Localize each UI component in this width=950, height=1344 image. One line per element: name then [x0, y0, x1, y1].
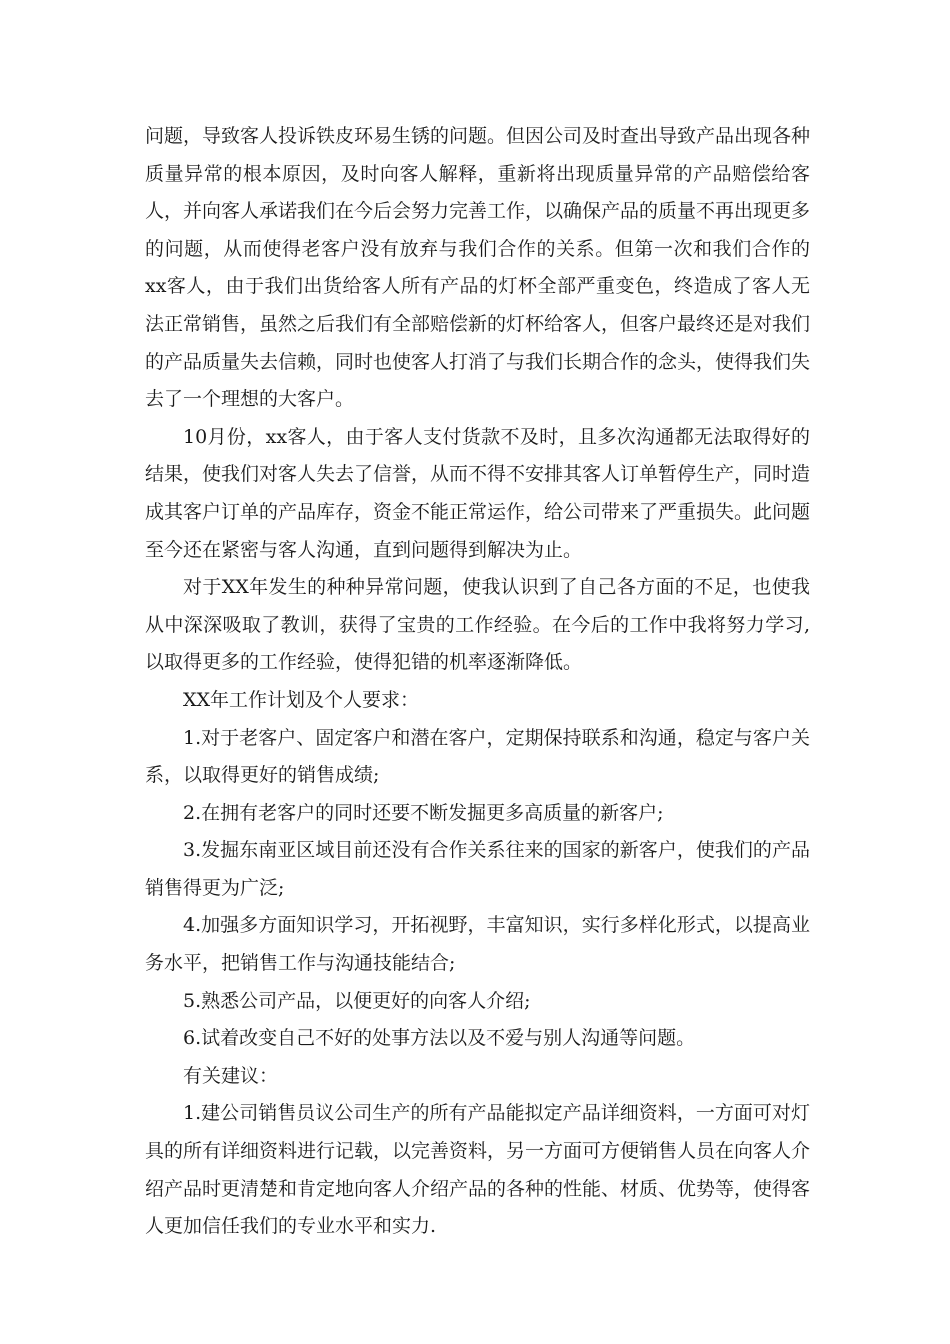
- paragraph-reflection: 对于XX年发生的种种异常问题，使我认识到了自己各方面的不足，也使我从中深深吸取了教训，获得了宝贵的工作经验。在今后的工作中我将努力学习,以取得更多的工作经验，使得犯错的机率逐渐降低。: [145, 576, 810, 674]
- section-heading-work-plan: XX年工作计划及个人要求：: [183, 688, 420, 711]
- paragraph-october-issue: 10月份，xx客人，由于客人支付货款不及时，且多次沟通都无法取得好的结果，使我们对客人失去了信誉，从而不得不安排其客人订单暂停生产，同时造成其客户订单的产品库存，资金不能正常运作，给公司带来了严重损失。此问题至今还在紧密与客人沟通，直到问题得到解决为止。: [145, 425, 811, 561]
- document-body: [145, 118, 810, 1246]
- paragraph-continuation: 问题，导致客人投诉铁皮环易生锈的问题。但因公司及时查出导致产品出现各种质量异常的根本原因，及时向客人解释，重新将出现质量异常的产品赔偿给客人，并向客人承诺我们在今后会努力完善工作，以确保产品的质量不再出现更多的问题，从而使得老客户没有放弃与我们合作的关系。但第一次和我们合作的xx客人，由于我们出货给客人所有产品的灯杯全部严重变色，终造成了客人无法正常销售，虽然之后我们有全部赔偿新的灯杯给客人，但客户最终还是对我们的产品质量失去信赖，同时也使客人打消了与我们长期合作的念头，使得我们失去了一个理想的大客户。: [145, 125, 811, 411]
- plan-item-4: 4.加强多方面知识学习，开拓视野，丰富知识，实行多样化形式，以提高业务水平，把销售工作与沟通技能结合;: [145, 914, 810, 975]
- plan-item-5: 5.熟悉公司产品，以便更好的向客人介绍;: [183, 989, 531, 1012]
- section-heading-suggestions: 有关建议：: [183, 1064, 279, 1087]
- plan-item-6: 6.试着改变自己不好的处事方法以及不爱与别人沟通等问题。: [183, 1027, 696, 1050]
- plan-item-1: 1.对于老客户、固定客户和潜在客户，定期保持联系和沟通，稳定与客户关系，以取得更好的销售成绩;: [145, 726, 810, 787]
- plan-item-2: 2.在拥有老客户的同时还要不断发掘更多高质量的新客户;: [183, 801, 664, 824]
- plan-item-3: 3.发掘东南亚区域目前还没有合作关系往来的国家的新客户，使我们的产品销售得更为广泛;: [145, 839, 810, 899]
- suggestion-item-1: 1.建公司销售员议公司生产的所有产品能拟定产品详细资料，一方面可对灯具的所有详细资料进行记载，以完善资料，另一方面可方便销售人员在向客人介绍产品时更清楚和肯定地向客人介绍产品的各种的性能、材质、优势等，使得客人更加信任我们的专业水平和实力.: [145, 1102, 811, 1238]
